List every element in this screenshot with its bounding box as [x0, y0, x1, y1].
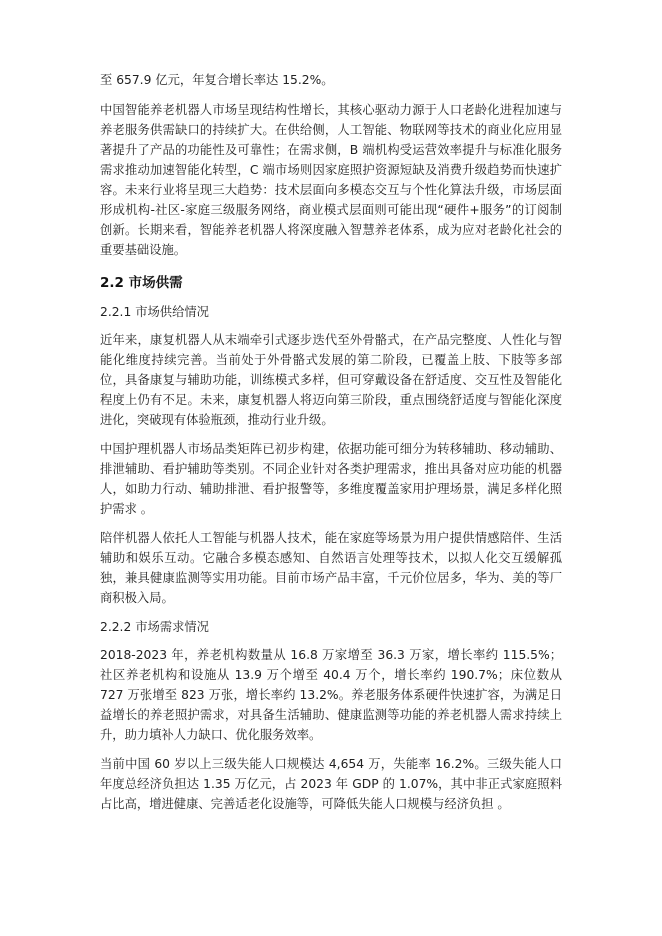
demand-paragraph-disability: 当前中国 60 岁以上三级失能人口规模达 4,654 万，失能率 16.2%。三级失能人口年度总经济负担达 1.35 万亿元，占 2023 年 GDP 的 1.07%，其中非正式家庭照料占比高，增进健康、完善适老化设施等，可降低失能人口规模与经济负担 。	[100, 757, 562, 811]
section-heading-market-supply-demand: 2.2 市场供需	[100, 275, 183, 291]
supply-paragraph-rehab-robots: 近年来，康复机器人从末端牵引式逐步迭代至外骨骼式，在产品完整度、人性化与智能化维度持续完善。当前处于外骨骼式发展的第二阶段，已覆盖上肢、下肢等多部位，具备康复与辅助功能，训练模式多样，但可穿戴设备在舒适度、交互性及智能化程度上仍有不足。未来，康复机器人将迈向第三阶段，重点围绕舒适度与智能化深度进化，突破现有体验瓶颈，推动行业升级。	[100, 333, 562, 427]
document-page	[100, 70, 562, 823]
intro-fragment: 至 657.9 亿元，年复合增长率达 15.2%。	[100, 73, 334, 87]
subsection-heading-demand: 2.2.2 市场需求情况	[100, 620, 209, 634]
supply-paragraph-companion-robots: 陪伴机器人依托人工智能与机器人技术，能在家庭等场景为用户提供情感陪伴、生活辅助和娱乐互动。它融合多模态感知、自然语言处理等技术，以拟人化交互缓解孤独，兼具健康监测等实用功能。目前市场产品丰富，千元价位居多，华为、美的等厂商积极入局。	[100, 531, 562, 605]
intro-paragraph: 中国智能养老机器人市场呈现结构性增长，其核心驱动力源于人口老龄化进程加速与养老服务供需缺口的持续扩大。在供给侧，人工智能、物联网等技术的商业化应用显著提升了产品的功能性及可靠性；在需求侧，B 端机构受运营效率提升与标准化服务需求推动加速智能化转型，C 端市场则因家庭照护资源短缺及消费升级趋势而快速扩容。未来行业将呈现三大趋势：技术层面向多模态交互与个性化算法升级，市场层面形成机构-社区-家庭三级服务网络，商业模式层面则可能出现“硬件+服务”的订阅制创新。长期来看，智能养老机器人将深度融入智慧养老体系，成为应对老龄化社会的重要基础设施。	[100, 103, 562, 257]
supply-paragraph-nursing-robots: 中国护理机器人市场品类矩阵已初步构建，依据功能可细分为转移辅助、移动辅助、排泄辅助、看护辅助等类别。不同企业针对各类护理需求，推出具备对应功能的机器人，如助力行动、辅助排泄、看护报警等，多维度覆盖家用护理场景，满足多样化照护需求 。	[100, 442, 562, 516]
demand-paragraph-institutions: 2018-2023 年，养老机构数量从 16.8 万家增至 36.3 万家，增长率约 115.5%；社区养老机构和设施从 13.9 万个增至 40.4 万个，增长率约 190.7%；床位数从 727 万张增至 823 万张，增长率约 13.2%。养老服务体系硬件快速扩容，为满足日益增长的养老照护需求，对具备生活辅助、健康监测等功能的养老机器人需求持续上升，助力填补人力缺口、优化服务效率。	[100, 648, 562, 742]
subsection-heading-supply: 2.2.1 市场供给情况	[100, 305, 209, 319]
